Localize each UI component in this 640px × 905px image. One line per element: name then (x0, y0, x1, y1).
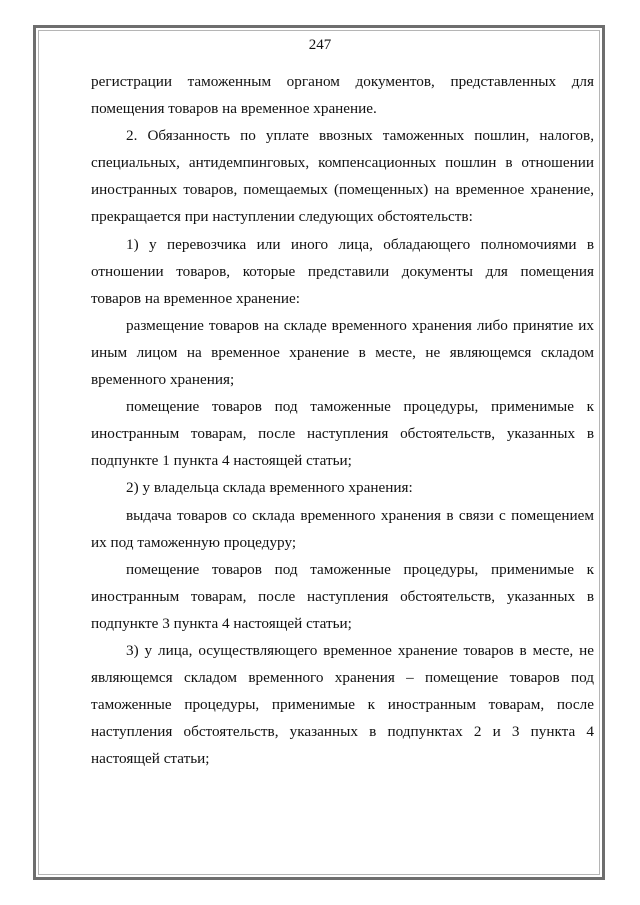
paragraph: 2. Обязанность по уплате ввозных таможенных пошлин, налогов, специальных, антидемпинговых, компенсационных пошлин в отношении иностранных товаров, помещаемых (помещенных) на временное хранение, прекращается при наступлении следующих обстоятельств: (91, 127, 594, 226)
paragraph: 2) у владельца склада временного хранения: (126, 479, 413, 497)
paragraph: помещение товаров под таможенные процедуры, применимые к иностранным товарам, после наступления обстоятельств, указанных в подпункте 1 пункта 4 настоящей статьи; (91, 398, 594, 470)
paragraph: размещение товаров на складе временного хранения либо принятие их иным лицом на временное хранение в месте, не являющемся складом временного хранения; (91, 316, 594, 389)
paragraph: регистрации таможенным органом документов, представленных для помещения товаров на временное хранение. (91, 73, 594, 118)
page-number: 247 (308, 37, 332, 53)
paragraph: выдача товаров со склада временного хранения в связи с помещением их под таможенную процедуру; (91, 506, 594, 551)
document-body (91, 68, 594, 772)
paragraph: помещение товаров под таможенные процедуры, применимые к иностранным товарам, после наступления обстоятельств, указанных в подпункте 3 пункта 4 настоящей статьи; (91, 560, 594, 632)
paragraph: 1) у перевозчика или иного лица, обладающего полномочиями в отношении товаров, которые представили документы для помещения товаров на временное хранение: (91, 235, 594, 307)
paragraph: 3) у лица, осуществляющего временное хранение товаров в месте, не являющемся складом временного хранения – помещение товаров под таможенные процедуры, применимые к иностранным товарам, после наступления обстоятельств, указанных в подпунктах 2 и 3 пункта 4 настоящей статьи; (91, 641, 594, 768)
